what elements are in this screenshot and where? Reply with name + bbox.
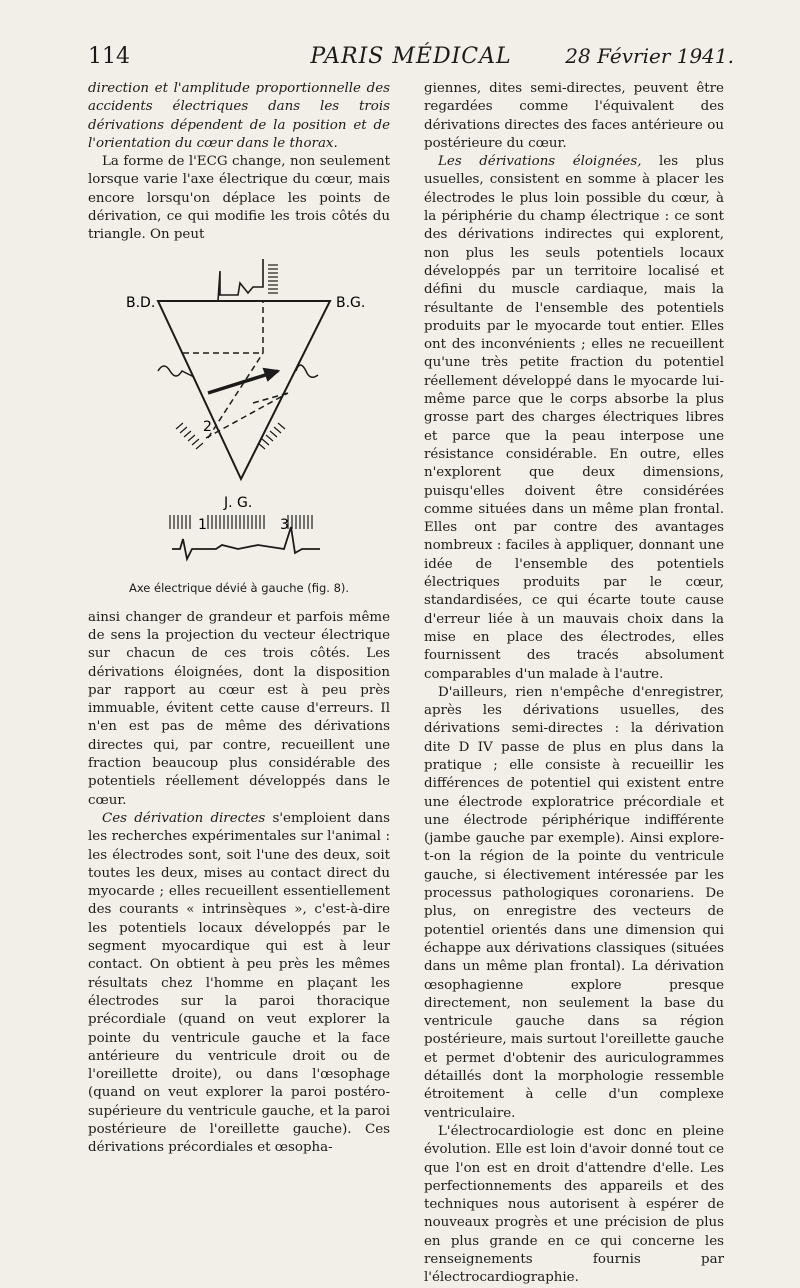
paragraph (424, 153, 724, 684)
issue-date: 28 Février 1941. (565, 44, 734, 68)
journal-title: PARIS MÉDICAL (310, 44, 512, 69)
label-jg: J. G. (224, 494, 253, 511)
paragraph: giennes, dites semi-directes, peuvent être regardées comme l'équivalent des dérivations directes des faces antérieure ou postérieure du cœur. (424, 81, 724, 151)
paragraph-text: les plus usuelles, consistent en somme à placer les électrodes le plus loin possible du cœur, à la périphérie du champ électrique : ce sont des dérivations indirectes qui explorent, non plus les seuls potentiels locaux développés par un territoire localisé et défini du muscle cardiaque, mais la résultante de l'ensemble des potentiels produits par le myocarde tout entier. Elles ont des inconvénients ; elles ne recueillent qu'une très petite fraction du potentiel réellement développé dans le myocarde lui-même parce que le corps absorbe la plus grosse part des charges électriques libres et parce que la peau interpose une résistance considérable. En outre, elles n'explorent que deux dimensions, puisqu'elles doivent être considérées comme situées dans un même plan frontal. Elles ont par contre des avantages nombreux : faciles à appliquer, donnant une idée de l'ensemble des potentiels électriques produits par le cœur, standardisées, ce qui écarte toute cause d'erreur liée à un mauvais choix dans la mise en place des électrodes, elles fournissent des tracés absolument comparables d'un malade à l'autre. (424, 154, 724, 682)
einthoven-triangle-diagram (88, 253, 390, 583)
page-header (88, 44, 734, 74)
label-bg: B.G. (336, 294, 366, 311)
figure-caption: Axe électrique dévié à gauche (fig. 8). (128, 580, 350, 595)
label-lead-1: 1 (198, 516, 207, 533)
triangle-shape (158, 301, 330, 479)
left-column (88, 80, 390, 1158)
paragraph: L'électrocardiologie est donc en pleine évolution. Elle est loin d'avoir donné tout ce que l'on est en droit d'attendre d'elle. Les perfectionnements des appareils et des techniques nous autorisent à espérer de nouveaux progrès et une précision de plus en plus grande en ce qui concerne les renseignements fournis par l'électrocardiographie. (424, 1123, 724, 1286)
label-lead-2: 2 (203, 418, 212, 435)
figure-ecg-triangle (88, 253, 390, 603)
paragraph: direction et l'amplitude proportionnelle des accidents électriques dans les trois dérivations dépendent de la position et de l'orientation du cœur dans le thorax. (88, 81, 390, 151)
paragraph: D'ailleurs, rien n'empêche d'enregistrer, après les dérivations usuelles, des dérivations semi-directes : la dérivation dite D IV passe de plus en plus dans la pratique ; elle consiste à recueillir les différences de potentiel qui existent entre une électrode exploratrice précordiale et une électrode périphérique indifférente (jambe gauche par exemple). Ainsi explore-t-on la région de la pointe du ventricule gauche, si électivement intéressée par les processus pathologiques coronariens. De plus, on enregistre des vecteurs de potentiel orientés dans une dimension qui échappe aux dérivations classiques (situées dans un même plan frontal). La dérivation œsophagienne explore presque directement, non seulement la base du ventricule gauche dans sa région postérieure, mais surtout l'oreillette gauche et permet d'obtenir des auriculogrammes détaillés dont la morphologie ressemble étroitement à celle d'un complexe ventriculaire. (424, 684, 724, 1121)
page-number: 114 (88, 44, 130, 69)
right-column (424, 80, 724, 1288)
label-bd: B.D. (126, 294, 156, 311)
paragraph: La forme de l'ECG change, non seulement lorsque varie l'axe électrique du cœur, mais encore lorsqu'on déplace les points de dérivation, ce qui modifie les trois côtés du triangle. On peut (88, 154, 390, 243)
paragraph: ainsi changer de grandeur et parfois même de sens la projection du vecteur électrique sur chacun de ces trois côtés. Les dérivations éloignées, dont la disposition par rapport au cœur est à peu près immuable, évitent cette cause d'erreurs. Il n'en est pas de même des dérivations directes qui, par contre, recueillent une fraction beaucoup plus considérable des potentiels réellement développés dans le cœur. (88, 609, 390, 808)
emphasis: Les dérivations éloignées, (438, 154, 642, 170)
paragraph-text: s'emploient dans les recherches expérimentales sur l'animal : les électrodes sont, soit l'une des deux, soit toutes les deux, mises au contact direct du myocarde ; elles recueillent essentiellement des courants « intrinsèques », c'est-à-dire les potentiels locaux développés par le segment myocardique qui est à leur contact. On obtient à peu près les mêmes résultats chez l'homme en plaçant les électrodes sur la paroi thoracique précordiale (quand on veut explorer la pointe du ventricule gauche et la face antérieure du ventricule droit ou de l'oreillette droite), ou dans l'œsophage (quand on veut explorer la paroi postéro-supérieure du ventricule gauche, et la paroi postérieure de l'oreillette gauche). Ces dérivations précordiales et œsopha- (88, 810, 390, 1156)
paragraph (88, 810, 390, 1158)
label-lead-3: 3 (280, 516, 289, 533)
emphasis: Ces dérivation directes (102, 810, 266, 826)
